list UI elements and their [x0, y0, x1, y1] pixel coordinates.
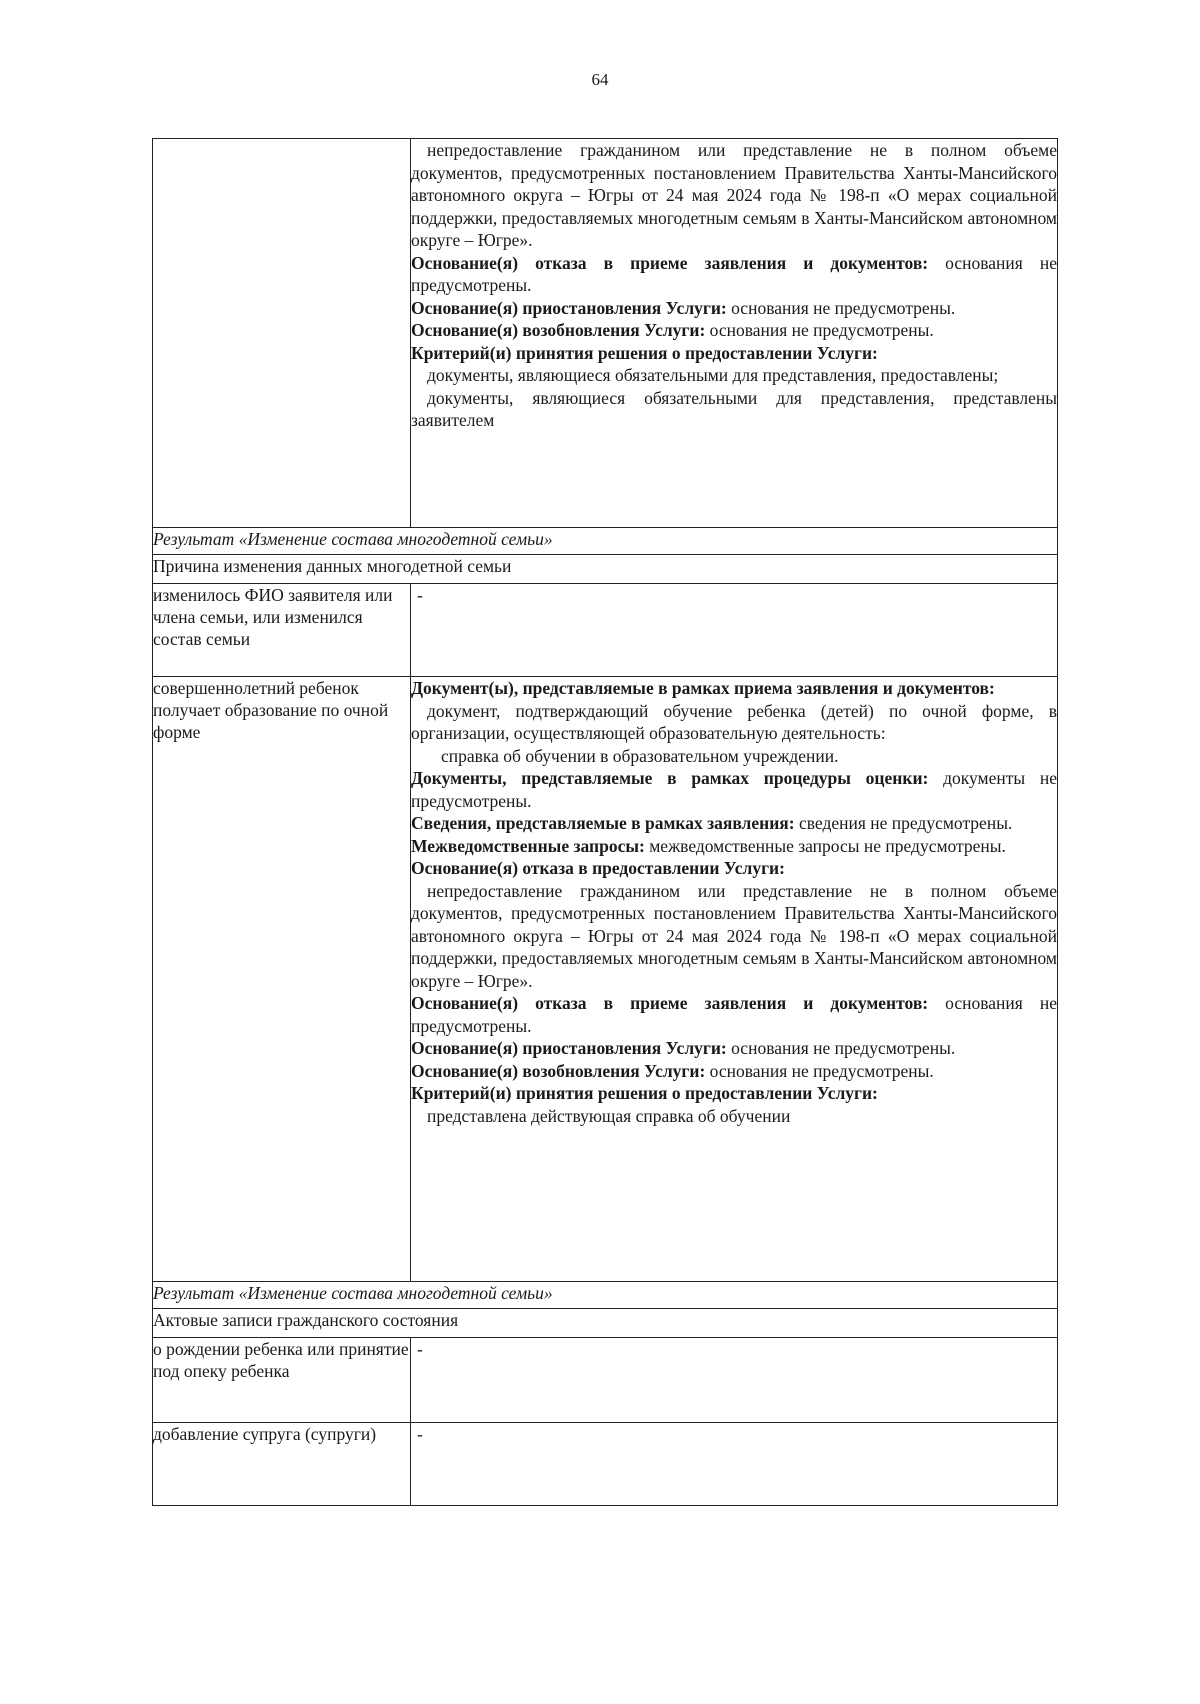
condition-value-cell: [411, 1338, 1058, 1423]
result-row: Результат «Изменение состава многодетной семьи»: [153, 528, 1058, 555]
docs-label: Документ(ы), представляемые в рамках приема заявления и документов:: [411, 678, 995, 698]
table-row: [153, 677, 1058, 1282]
empty-value-dash: -: [417, 585, 423, 605]
application-info: Сведения, представляемые в рамках заявления: сведения не предусмотрены.: [411, 813, 1013, 833]
section-heading: Актовые записи гражданского состояния: [153, 1309, 1058, 1338]
condition-label: совершеннолетний ребенок получает образование по очной форме: [153, 677, 411, 1282]
docs-item: справка об обучении в образовательном учреждении.: [441, 745, 839, 766]
condition-label: о рождении ребенка или принятие под опеку ребенка: [153, 1338, 411, 1423]
table-row: [153, 528, 1058, 555]
condition-label: изменилось ФИО заявителя или члена семьи, или изменился состав семьи: [153, 584, 411, 677]
resume-basis: Основание(я) возобновления Услуги: основания не предусмотрены.: [411, 1060, 934, 1081]
criteria-item: документы, являющиеся обязательными для представления, представлены заявителем: [411, 387, 1057, 430]
suspend-basis: Основание(я) приостановления Услуги: основания не предусмотрены.: [411, 1038, 956, 1058]
suspend-basis: Основание(я) приостановления Услуги: основания не предусмотрены.: [411, 297, 956, 318]
section-heading: Причина изменения данных многодетной семьи: [153, 555, 1058, 584]
criteria-label: Критерий(и) принятия решения о предоставлении Услуги:: [411, 342, 878, 363]
table-row: [153, 1423, 1058, 1506]
reject-basis: Основание(я) отказа в приеме заявления и документов: основания не предусмотрены.: [411, 252, 1058, 295]
table-row: [153, 139, 1058, 528]
docs-item: документ, подтверждающий обучение ребенка (детей) по очной форме, в организации, осуществляющей образовательную деятельность:: [411, 700, 1057, 743]
denial-reason-text: непредоставление гражданином или представление не в полном объеме документов, предусмотренных постановлением Правительства Ханты-Мансийского автономного округа – Югры от 24 мая 2024 года № 198-п «О мерах социальной поддержки, предоставляемых многодетным семьям в Ханты-Мансийском автономном округе – Югре».: [411, 880, 1057, 991]
continued-conditions-cell: [411, 139, 1058, 528]
condition-value-cell: [411, 584, 1058, 677]
resume-basis: Основание(я) возобновления Услуги: основания не предусмотрены.: [411, 320, 934, 340]
page-number: 64: [591, 70, 609, 89]
table-row: [153, 584, 1058, 677]
empty-left-cell: [153, 139, 411, 528]
interdepartmental-requests: Межведомственные запросы: межведомственные запросы не предусмотрены.: [411, 835, 1006, 856]
criteria-label: Критерий(и) принятия решения о предоставлении Услуги:: [411, 1083, 878, 1103]
denial-reason-text: непредоставление гражданином или представление не в полном объеме документов, предусмотренных постановлением Правительства Ханты-Мансийского автономного округа – Югры от 24 мая 2024 года № 198-п «О мерах социальной поддержки, предоставляемых многодетным семьям в Ханты-Мансийском автономном округе – Югре».: [411, 140, 1057, 250]
reject-basis: Основание(я) отказа в приеме заявления и документов: основания не предусмотрены.: [411, 993, 1058, 1036]
empty-value-dash: -: [417, 1339, 423, 1359]
denial-label: Основание(я) отказа в предоставлении Услуги:: [411, 858, 785, 878]
empty-value-dash: -: [417, 1424, 423, 1444]
evaluation-docs: Документы, представляемые в рамках процедуры оценки: документы не предусмотрены.: [411, 768, 1057, 811]
table-row: [153, 555, 1058, 584]
criteria-item: представлена действующая справка об обучении: [427, 1105, 791, 1126]
service-conditions-table: [152, 138, 1058, 1506]
result-row: Результат «Изменение состава многодетной семьи»: [153, 1282, 1058, 1309]
table-row: [153, 1338, 1058, 1423]
criteria-item: документы, являющиеся обязательными для представления, предоставлены;: [427, 365, 999, 385]
table-row: [153, 1309, 1058, 1338]
condition-value-cell: [411, 1423, 1058, 1506]
condition-label: добавление супруга (супруги): [153, 1423, 411, 1506]
table-row: [153, 1282, 1058, 1309]
condition-value-cell: [411, 677, 1058, 1282]
